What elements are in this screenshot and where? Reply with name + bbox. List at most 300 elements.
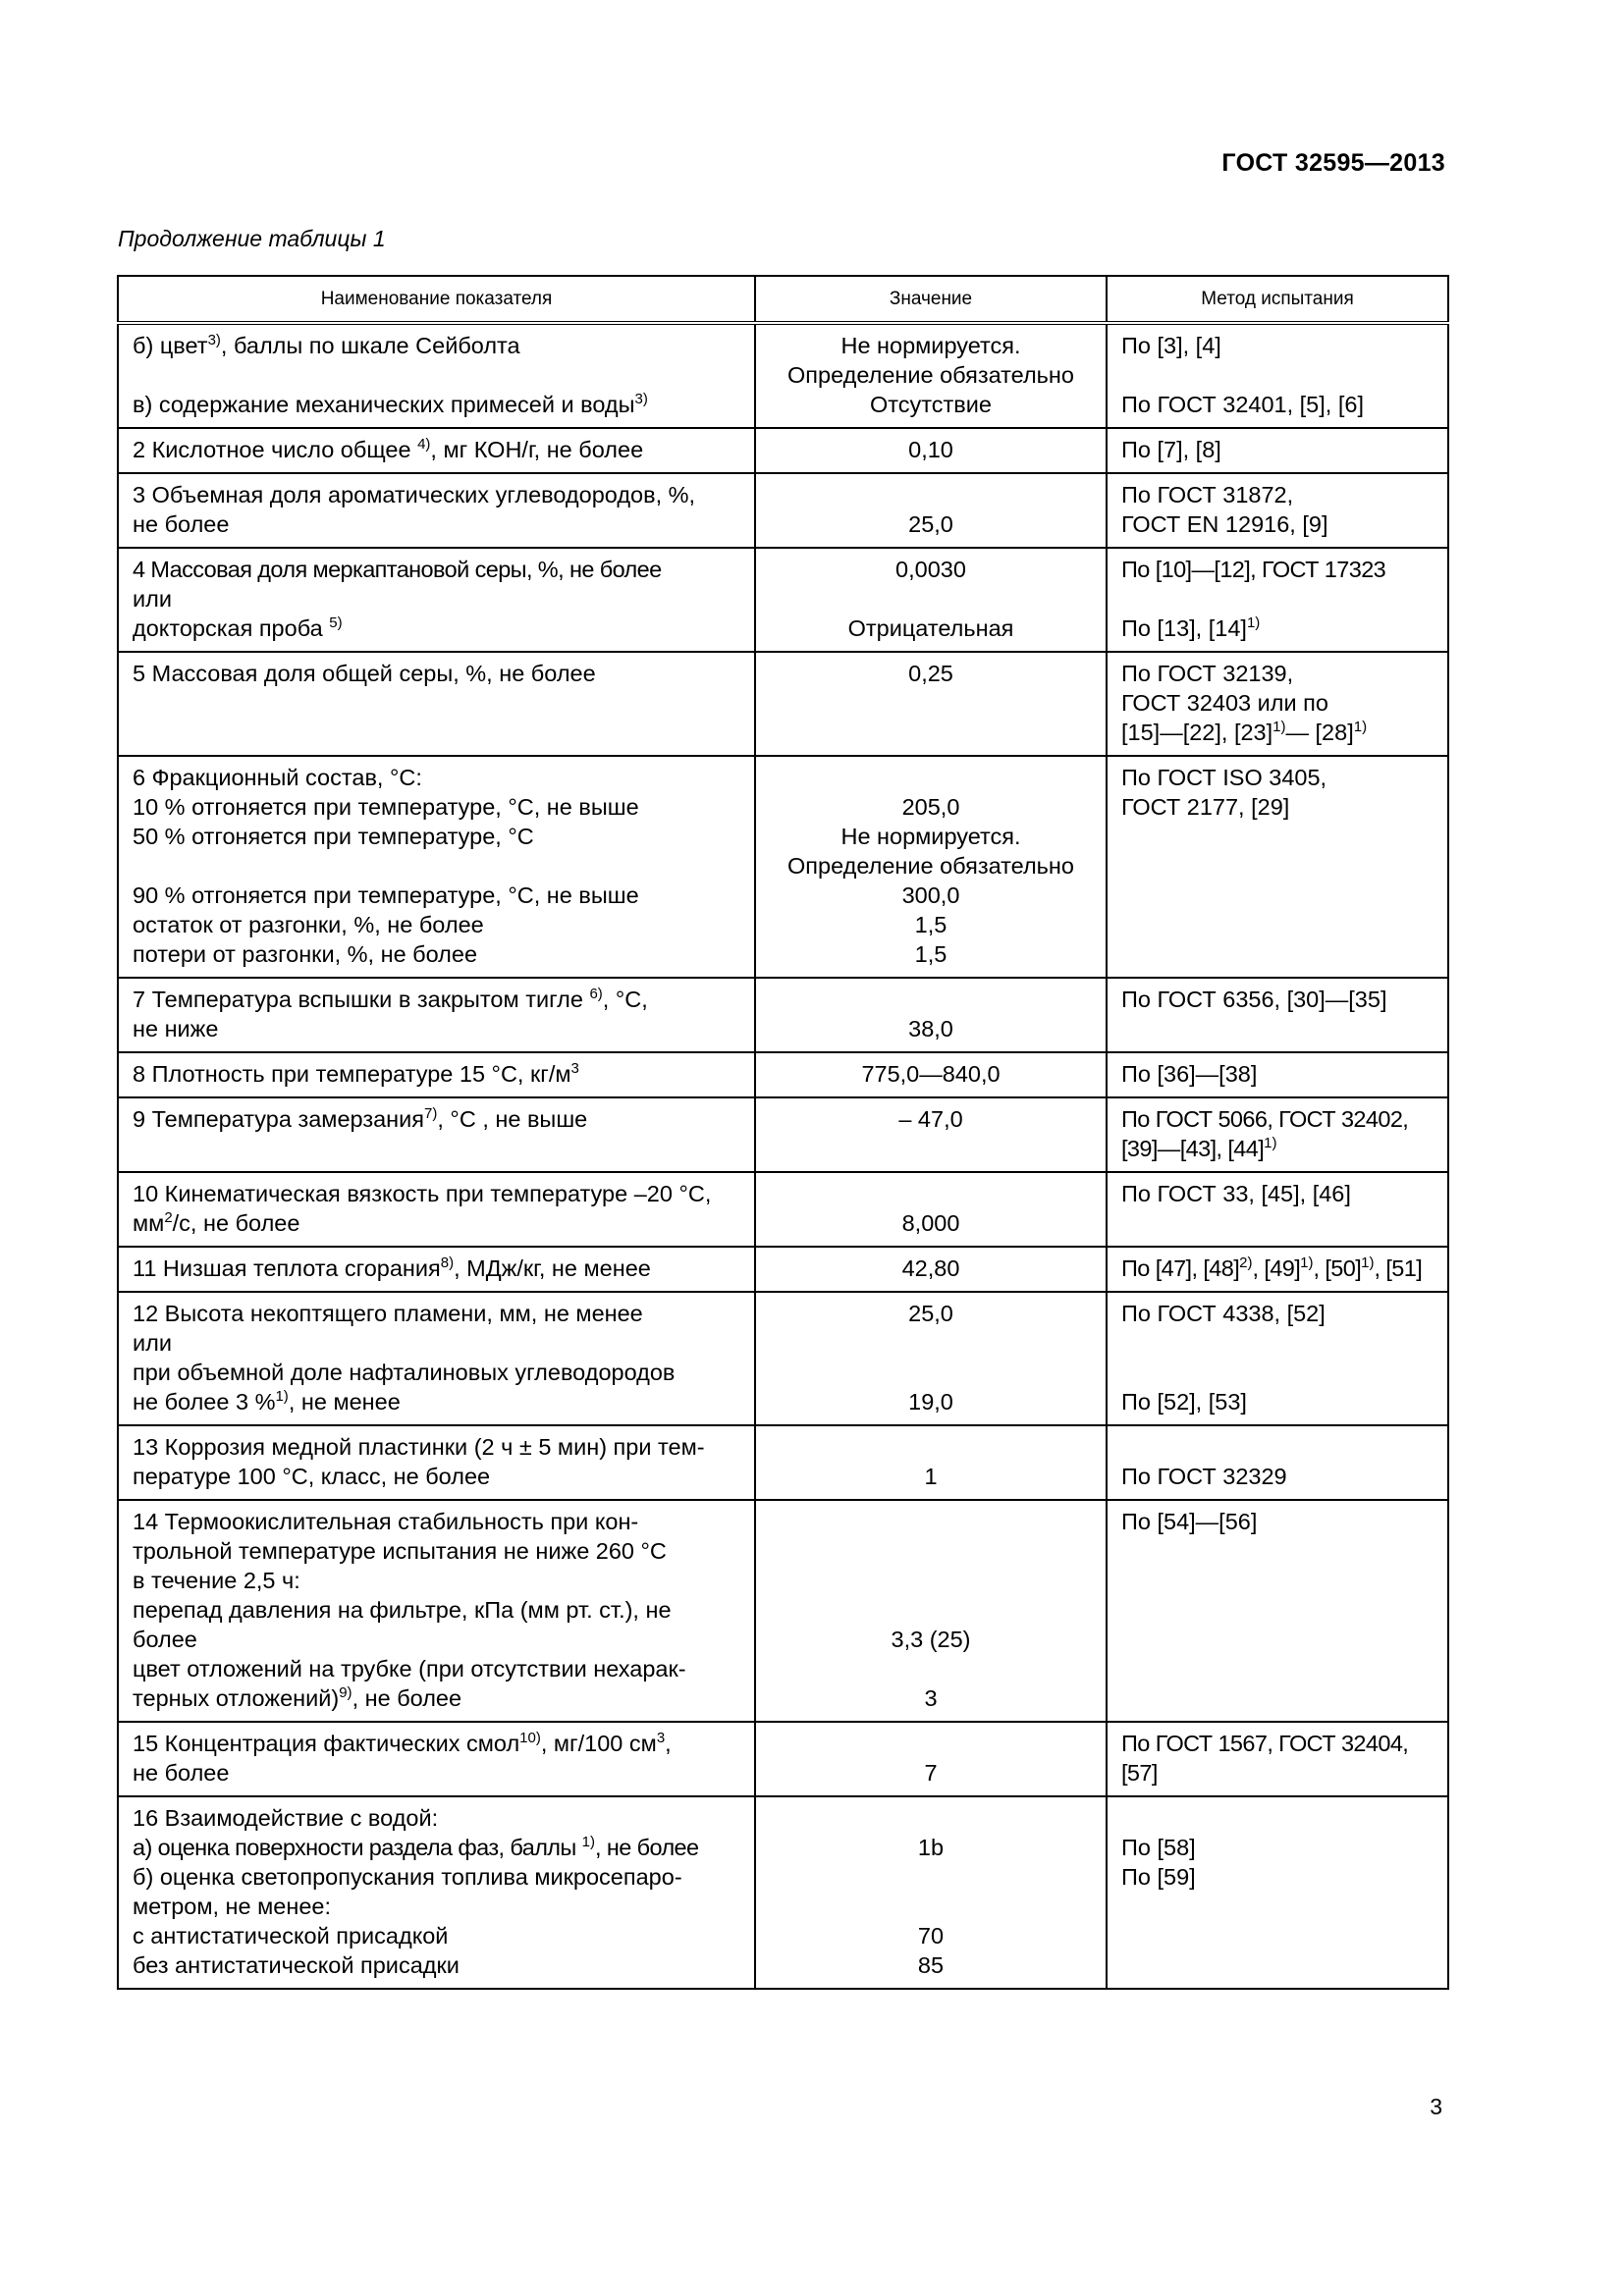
cell-line bbox=[1121, 763, 1441, 792]
table-row bbox=[118, 1247, 1448, 1292]
specification-table bbox=[117, 275, 1449, 1990]
text-segment: По [10]—[12], ГОСТ 17323 bbox=[1121, 557, 1386, 582]
text-segment: По ГОСТ 1567, ГОСТ 32404, bbox=[1121, 1731, 1409, 1756]
text-segment: или bbox=[133, 1330, 172, 1356]
cell-value bbox=[755, 428, 1107, 473]
text-segment: 1 bbox=[924, 1464, 938, 1489]
cell-line bbox=[133, 1328, 742, 1358]
cell-indicator-name bbox=[118, 1500, 755, 1722]
text-segment: 8,000 bbox=[901, 1210, 960, 1236]
cell-test-method bbox=[1107, 473, 1448, 548]
cell-line bbox=[760, 435, 1102, 464]
footnote-ref: 6) bbox=[589, 986, 603, 1002]
cell-line bbox=[133, 509, 742, 539]
text-segment: 50 % отгоняется при температуре, °С bbox=[133, 824, 534, 849]
text-segment: , МДж/кг, не менее bbox=[454, 1255, 651, 1281]
cell-line bbox=[1121, 435, 1441, 464]
text-segment: [39]—[43], [44] bbox=[1121, 1136, 1265, 1161]
cell-line bbox=[1121, 1507, 1441, 1536]
cell-value bbox=[755, 548, 1107, 652]
cell-line bbox=[760, 1950, 1102, 1980]
cell-line bbox=[133, 1892, 742, 1921]
cell-line bbox=[1121, 555, 1441, 584]
cell-line bbox=[760, 331, 1102, 360]
cell-line bbox=[1121, 1432, 1441, 1462]
cell-test-method bbox=[1107, 1172, 1448, 1247]
cell-indicator-name bbox=[118, 1172, 755, 1247]
text-segment: 8 Плотность при температуре 15 °С, кг/м bbox=[133, 1061, 571, 1087]
footnote-ref: 10) bbox=[519, 1730, 541, 1746]
text-segment: По [54]—[56] bbox=[1121, 1509, 1258, 1534]
text-segment: более bbox=[133, 1627, 197, 1652]
cell-line bbox=[760, 584, 1102, 614]
cell-line bbox=[133, 1507, 742, 1536]
cell-value bbox=[755, 1500, 1107, 1722]
table-row bbox=[118, 1292, 1448, 1425]
cell-line bbox=[133, 1729, 742, 1758]
cell-line bbox=[1121, 1358, 1441, 1387]
cell-test-method bbox=[1107, 323, 1448, 428]
text-segment: 42,80 bbox=[901, 1255, 960, 1281]
cell-line bbox=[133, 584, 742, 614]
text-segment: не ниже bbox=[133, 1016, 219, 1041]
cell-indicator-name bbox=[118, 978, 755, 1052]
cell-line bbox=[1121, 718, 1441, 747]
text-segment: 25,0 bbox=[908, 511, 953, 537]
cell-value bbox=[755, 473, 1107, 548]
text-segment: По [52], [53] bbox=[1121, 1389, 1247, 1415]
text-segment: 5 Массовая доля общей серы, %, не более bbox=[133, 661, 596, 686]
text-segment: – 47,0 bbox=[898, 1106, 963, 1132]
cell-line bbox=[133, 939, 742, 969]
cell-indicator-name bbox=[118, 1722, 755, 1796]
text-segment: 70 bbox=[917, 1923, 945, 1949]
text-segment: По ГОСТ 32139, bbox=[1121, 661, 1294, 686]
text-segment: , мг КОН/г, не более bbox=[430, 437, 644, 462]
text-segment: трольной температуре испытания не ниже 260 °С bbox=[133, 1538, 667, 1564]
table-row bbox=[118, 473, 1448, 548]
text-segment: 3 Объемная доля ароматических углеводородов, %, bbox=[133, 482, 696, 507]
cell-line bbox=[133, 435, 742, 464]
cell-line bbox=[760, 1387, 1102, 1416]
text-segment: Определение обязательно bbox=[787, 853, 1074, 879]
text-segment: По ГОСТ 6356, [30]—[35] bbox=[1121, 987, 1387, 1012]
text-segment: 1,5 bbox=[914, 941, 947, 967]
footnote-ref: 9) bbox=[339, 1684, 352, 1701]
text-segment: потери от разгонки, %, не более bbox=[133, 941, 478, 967]
cell-indicator-name bbox=[118, 428, 755, 473]
cell-line bbox=[760, 659, 1102, 688]
text-segment: 15 Концентрация фактических смол bbox=[133, 1731, 520, 1756]
footnote-ref: 8) bbox=[440, 1255, 455, 1271]
text-segment: 38,0 bbox=[908, 1016, 953, 1041]
cell-test-method bbox=[1107, 1247, 1448, 1292]
cell-line bbox=[133, 659, 742, 688]
cell-line bbox=[760, 1254, 1102, 1283]
specification-table-container bbox=[117, 275, 1447, 1990]
cell-line bbox=[760, 1683, 1102, 1713]
footnote-ref: 1) bbox=[1272, 719, 1286, 735]
cell-line bbox=[1121, 1104, 1441, 1134]
cell-line bbox=[133, 1683, 742, 1713]
text-segment: б) оценка светопропускания топлива микросепаро- bbox=[133, 1864, 682, 1890]
cell-indicator-name bbox=[118, 548, 755, 652]
table-row bbox=[118, 1425, 1448, 1500]
cell-line bbox=[1121, 1462, 1441, 1491]
cell-line bbox=[760, 1507, 1102, 1536]
cell-line bbox=[1121, 985, 1441, 1014]
table-row bbox=[118, 1796, 1448, 1989]
cell-line bbox=[1121, 584, 1441, 614]
cell-line bbox=[133, 1358, 742, 1387]
text-segment: ГОСТ EN 12916, [9] bbox=[1121, 511, 1328, 537]
cell-value bbox=[755, 1292, 1107, 1425]
text-segment: цвет отложений на трубке (при отсутствии нехарак- bbox=[133, 1656, 686, 1682]
text-segment: , [51] bbox=[1374, 1255, 1423, 1281]
cell-line bbox=[760, 1104, 1102, 1134]
text-segment: 0,10 bbox=[908, 437, 953, 462]
cell-line bbox=[760, 1758, 1102, 1788]
cell-line bbox=[760, 1803, 1102, 1833]
text-segment: мм bbox=[133, 1210, 165, 1236]
text-segment: 1b bbox=[917, 1835, 945, 1860]
cell-line bbox=[133, 1758, 742, 1788]
cell-test-method bbox=[1107, 548, 1448, 652]
text-segment: в течение 2,5 ч: bbox=[133, 1568, 300, 1593]
cell-indicator-name bbox=[118, 1292, 755, 1425]
text-segment: Не нормируется. bbox=[840, 824, 1021, 849]
text-segment: Не нормируется. bbox=[840, 333, 1021, 358]
cell-value bbox=[755, 1425, 1107, 1500]
cell-line bbox=[133, 1254, 742, 1283]
table-header-row bbox=[118, 276, 1448, 323]
text-segment: , не более bbox=[352, 1685, 462, 1711]
cell-line bbox=[133, 390, 742, 419]
cell-line bbox=[1121, 480, 1441, 509]
text-segment: без антистатической присадки bbox=[133, 1952, 460, 1978]
text-segment: перепад давления на фильтре, кПа (мм рт. ст.), не bbox=[133, 1597, 672, 1623]
cell-line bbox=[133, 1921, 742, 1950]
cell-line bbox=[133, 1566, 742, 1595]
cell-indicator-name bbox=[118, 1796, 755, 1989]
cell-line bbox=[133, 1833, 742, 1862]
cell-line bbox=[760, 480, 1102, 509]
cell-value bbox=[755, 1097, 1107, 1172]
cell-line bbox=[1121, 1803, 1441, 1833]
text-segment: 205,0 bbox=[901, 794, 960, 820]
text-segment: По ГОСТ 32329 bbox=[1121, 1464, 1287, 1489]
table-row bbox=[118, 1722, 1448, 1796]
cell-line bbox=[1121, 792, 1441, 822]
cell-line bbox=[760, 822, 1102, 851]
text-segment: ГОСТ 32403 или по bbox=[1121, 690, 1328, 716]
text-segment: не более bbox=[133, 1760, 230, 1786]
text-segment: По [3], [4] bbox=[1121, 333, 1221, 358]
cell-line bbox=[760, 1014, 1102, 1043]
text-segment: По ГОСТ ISO 3405, bbox=[1121, 765, 1327, 790]
text-segment: не более 3 % bbox=[133, 1389, 276, 1415]
text-segment: , не менее bbox=[288, 1389, 401, 1415]
cell-indicator-name bbox=[118, 1247, 755, 1292]
text-segment: , не более bbox=[595, 1835, 699, 1860]
footnote-ref: 3 bbox=[570, 1060, 579, 1077]
footnote-ref: 1) bbox=[1353, 719, 1368, 735]
text-segment: По ГОСТ 4338, [52] bbox=[1121, 1301, 1326, 1326]
cell-indicator-name bbox=[118, 473, 755, 548]
text-segment: 775,0—840,0 bbox=[861, 1061, 1001, 1087]
table-row bbox=[118, 548, 1448, 652]
text-segment: , °С , не выше bbox=[437, 1106, 588, 1132]
cell-indicator-name bbox=[118, 1097, 755, 1172]
cell-line bbox=[760, 881, 1102, 910]
cell-value bbox=[755, 1796, 1107, 1989]
table-row bbox=[118, 756, 1448, 978]
cell-line bbox=[1121, 1833, 1441, 1862]
cell-test-method bbox=[1107, 1722, 1448, 1796]
column-header-name: Наименование показателя bbox=[118, 276, 755, 323]
text-segment: 14 Термоокислительная стабильность при кон- bbox=[133, 1509, 639, 1534]
text-segment: /с, не более bbox=[172, 1210, 300, 1236]
text-segment: , °С, bbox=[602, 987, 648, 1012]
cell-line bbox=[133, 763, 742, 792]
footnote-ref: 1) bbox=[1300, 1255, 1314, 1271]
text-segment: терных отложений) bbox=[133, 1685, 340, 1711]
cell-line bbox=[133, 1950, 742, 1980]
text-segment: По [7], [8] bbox=[1121, 437, 1221, 462]
cell-line bbox=[760, 1358, 1102, 1387]
footnote-ref: 1) bbox=[275, 1388, 289, 1405]
text-segment: 6 Фракционный состав, °С: bbox=[133, 765, 422, 790]
text-segment: По ГОСТ 31872, bbox=[1121, 482, 1294, 507]
text-segment: По ГОСТ 5066, ГОСТ 32402, bbox=[1121, 1106, 1409, 1132]
cell-line bbox=[760, 1654, 1102, 1683]
cell-line bbox=[1121, 1729, 1441, 1758]
text-segment: б) цвет bbox=[133, 333, 208, 358]
text-segment: 10 % отгоняется при температуре, °С, не выше bbox=[133, 794, 639, 820]
cell-line bbox=[133, 822, 742, 851]
text-segment: По ГОСТ 32401, [5], [6] bbox=[1121, 392, 1364, 417]
cell-line bbox=[1121, 1179, 1441, 1208]
text-segment: метром, не менее: bbox=[133, 1894, 332, 1919]
text-segment: 3,3 (25) bbox=[891, 1627, 971, 1652]
cell-line bbox=[133, 1179, 742, 1208]
text-segment: По [59] bbox=[1121, 1864, 1196, 1890]
cell-line bbox=[760, 1462, 1102, 1491]
cell-line bbox=[133, 1014, 742, 1043]
cell-indicator-name bbox=[118, 1425, 755, 1500]
cell-line bbox=[1121, 1254, 1441, 1283]
cell-line bbox=[760, 985, 1102, 1014]
text-segment: [57] bbox=[1121, 1760, 1158, 1786]
cell-line bbox=[133, 614, 742, 643]
cell-indicator-name bbox=[118, 756, 755, 978]
cell-line bbox=[133, 331, 742, 360]
text-segment: , [50] bbox=[1313, 1255, 1362, 1281]
text-segment: 19,0 bbox=[908, 1389, 953, 1415]
cell-line bbox=[760, 1179, 1102, 1208]
text-segment: в) содержание механических примесей и воды bbox=[133, 392, 635, 417]
cell-line bbox=[760, 1059, 1102, 1089]
table-row bbox=[118, 1500, 1448, 1722]
text-segment: 7 Температура вспышки в закрытом тигле bbox=[133, 987, 590, 1012]
cell-test-method bbox=[1107, 1097, 1448, 1172]
text-segment: , мг/100 см bbox=[540, 1731, 657, 1756]
cell-line bbox=[760, 1833, 1102, 1862]
cell-line bbox=[760, 792, 1102, 822]
footnote-ref: 1) bbox=[1264, 1135, 1277, 1151]
cell-test-method bbox=[1107, 428, 1448, 473]
text-segment: , bbox=[665, 1731, 672, 1756]
cell-line bbox=[133, 910, 742, 939]
cell-test-method bbox=[1107, 1052, 1448, 1097]
cell-value bbox=[755, 1052, 1107, 1097]
text-segment: , [49] bbox=[1252, 1255, 1301, 1281]
cell-test-method bbox=[1107, 978, 1448, 1052]
text-segment: не более bbox=[133, 511, 230, 537]
text-segment: ГОСТ 2177, [29] bbox=[1121, 794, 1290, 820]
footnote-ref: 5) bbox=[329, 614, 343, 631]
cell-line bbox=[1121, 390, 1441, 419]
cell-line bbox=[1121, 331, 1441, 360]
cell-line bbox=[133, 1536, 742, 1566]
cell-line bbox=[760, 1625, 1102, 1654]
cell-test-method bbox=[1107, 1796, 1448, 1989]
cell-indicator-name bbox=[118, 1052, 755, 1097]
cell-line bbox=[760, 1921, 1102, 1950]
text-segment: 16 Взаимодействие с водой: bbox=[133, 1805, 439, 1831]
cell-line bbox=[1121, 614, 1441, 643]
cell-line bbox=[133, 1595, 742, 1625]
text-segment: По [36]—[38] bbox=[1121, 1061, 1258, 1087]
cell-value bbox=[755, 1172, 1107, 1247]
cell-line bbox=[760, 1536, 1102, 1566]
cell-line bbox=[133, 1104, 742, 1134]
text-segment: а) оценка поверхности раздела фаз, баллы bbox=[133, 1835, 582, 1860]
cell-line bbox=[133, 1208, 742, 1238]
cell-line bbox=[1121, 688, 1441, 718]
text-segment: 7 bbox=[924, 1760, 938, 1786]
cell-line bbox=[1121, 659, 1441, 688]
column-header-method: Метод испытания bbox=[1107, 276, 1448, 323]
cell-line bbox=[760, 1432, 1102, 1462]
cell-value bbox=[755, 1722, 1107, 1796]
cell-line bbox=[1121, 1387, 1441, 1416]
cell-line bbox=[1121, 1758, 1441, 1788]
text-segment: 85 bbox=[917, 1952, 945, 1978]
cell-line bbox=[133, 480, 742, 509]
footnote-ref: 3) bbox=[207, 332, 221, 348]
text-segment: остаток от разгонки, %, не более bbox=[133, 912, 484, 937]
table-body bbox=[118, 323, 1448, 1989]
text-segment: По [13], [14] bbox=[1121, 615, 1247, 641]
cell-value bbox=[755, 756, 1107, 978]
column-header-value: Значение bbox=[755, 276, 1107, 323]
table-row bbox=[118, 323, 1448, 428]
cell-line bbox=[760, 851, 1102, 881]
footnote-ref: 3 bbox=[656, 1730, 666, 1746]
cell-line bbox=[1121, 1059, 1441, 1089]
footnote-ref: 1) bbox=[581, 1834, 595, 1850]
table-row bbox=[118, 978, 1448, 1052]
cell-test-method bbox=[1107, 1500, 1448, 1722]
cell-value bbox=[755, 652, 1107, 756]
table-row bbox=[118, 1052, 1448, 1097]
text-segment: 2 Кислотное число общее bbox=[133, 437, 418, 462]
footnote-ref: 2) bbox=[1239, 1255, 1253, 1271]
text-segment: 3 bbox=[924, 1685, 938, 1711]
cell-value bbox=[755, 978, 1107, 1052]
cell-line bbox=[760, 910, 1102, 939]
text-segment: 10 Кинематическая вязкость при температуре –20 °С, bbox=[133, 1181, 712, 1206]
cell-line bbox=[1121, 1134, 1441, 1163]
cell-test-method bbox=[1107, 756, 1448, 978]
cell-line bbox=[760, 390, 1102, 419]
page-number: 3 bbox=[1430, 2094, 1442, 2119]
cell-line bbox=[133, 360, 742, 390]
text-segment: 12 Высота некоптящего пламени, мм, не менее bbox=[133, 1301, 643, 1326]
cell-test-method bbox=[1107, 1425, 1448, 1500]
cell-line bbox=[133, 555, 742, 584]
document-number: ГОСТ 32595—2013 bbox=[1221, 149, 1445, 177]
cell-line bbox=[760, 614, 1102, 643]
table-row bbox=[118, 652, 1448, 756]
text-segment: Отсутствие bbox=[870, 392, 992, 417]
table-row bbox=[118, 1097, 1448, 1172]
cell-line bbox=[760, 360, 1102, 390]
cell-line bbox=[133, 1299, 742, 1328]
cell-line bbox=[760, 555, 1102, 584]
text-segment: 11 Низшая теплота сгорания bbox=[133, 1255, 441, 1281]
text-segment: 300,0 bbox=[901, 882, 960, 908]
text-segment: 4 Массовая доля меркаптановой серы, %, не более bbox=[133, 557, 662, 582]
text-segment: [15]—[22], [23] bbox=[1121, 720, 1273, 745]
text-segment: Отрицательная bbox=[847, 615, 1014, 641]
text-segment: 90 % отгоняется при температуре, °С, не выше bbox=[133, 882, 639, 908]
cell-value bbox=[755, 323, 1107, 428]
cell-line bbox=[133, 1803, 742, 1833]
table-row bbox=[118, 1172, 1448, 1247]
cell-line bbox=[760, 763, 1102, 792]
text-segment: 9 Температура замерзания bbox=[133, 1106, 425, 1132]
cell-line bbox=[133, 792, 742, 822]
cell-line bbox=[1121, 1299, 1441, 1328]
text-segment: 0,25 bbox=[908, 661, 953, 686]
cell-line bbox=[1121, 1328, 1441, 1358]
footnote-ref: 1) bbox=[1246, 614, 1261, 631]
cell-line bbox=[1121, 509, 1441, 539]
cell-indicator-name bbox=[118, 652, 755, 756]
cell-line bbox=[760, 1328, 1102, 1358]
cell-line bbox=[133, 1625, 742, 1654]
text-segment: 25,0 bbox=[908, 1301, 953, 1326]
cell-line bbox=[760, 1729, 1102, 1758]
text-segment: По [47], [48] bbox=[1121, 1255, 1240, 1281]
footnote-ref: 4) bbox=[417, 436, 431, 453]
cell-line bbox=[133, 985, 742, 1014]
text-segment: 0,0030 bbox=[895, 557, 966, 582]
cell-line bbox=[133, 851, 742, 881]
cell-line bbox=[760, 1892, 1102, 1921]
cell-line bbox=[760, 509, 1102, 539]
text-segment: при объемной доле нафталиновых углеводородов bbox=[133, 1360, 676, 1385]
cell-indicator-name bbox=[118, 323, 755, 428]
footnote-ref: 2 bbox=[164, 1209, 173, 1226]
text-segment: , баллы по шкале Сейболта bbox=[220, 333, 520, 358]
table-caption: Продолжение таблицы 1 bbox=[118, 226, 386, 251]
cell-test-method bbox=[1107, 1292, 1448, 1425]
cell-value bbox=[755, 1247, 1107, 1292]
cell-line bbox=[133, 1387, 742, 1416]
